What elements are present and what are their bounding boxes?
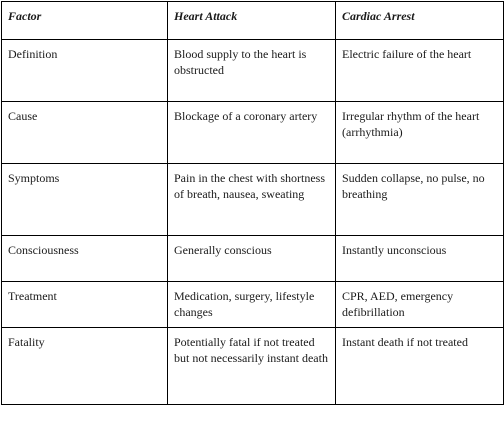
- row-heart-attack-cell: Pain in the chest with shortness of breath, nausea, sweating: [168, 164, 336, 236]
- row-heart-attack-cell: Blood supply to the heart is obstructed: [168, 40, 336, 102]
- row-cardiac-arrest-cell: Sudden collapse, no pulse, no breathing: [336, 164, 504, 236]
- row-cardiac-arrest-cell: Instantly unconscious: [336, 236, 504, 282]
- header-factor: Factor: [2, 2, 168, 40]
- table-row: [2, 328, 504, 405]
- row-heart-attack-cell: Medication, surgery, lifestyle changes: [168, 282, 336, 328]
- table-row: [2, 164, 504, 236]
- row-factor-cell: Cause: [2, 102, 168, 164]
- row-factor-cell: Symptoms: [2, 164, 168, 236]
- row-heart-attack-cell: Potentially fatal if not treated but not necessarily instant death: [168, 328, 336, 405]
- row-cardiac-arrest-cell: CPR, AED, emergency defibrillation: [336, 282, 504, 328]
- table-row: [2, 236, 504, 282]
- row-factor-cell: Consciousness: [2, 236, 168, 282]
- row-cardiac-arrest-cell: Irregular rhythm of the heart (arrhythmia): [336, 102, 504, 164]
- comparison-table: [1, 1, 504, 405]
- row-factor-cell: Definition: [2, 40, 168, 102]
- table-row: [2, 102, 504, 164]
- row-cardiac-arrest-cell: Electric failure of the heart: [336, 40, 504, 102]
- header-heart-attack: Heart Attack: [168, 2, 336, 40]
- row-cardiac-arrest-cell: Instant death if not treated: [336, 328, 504, 405]
- header-row: [2, 2, 504, 40]
- table-row: [2, 282, 504, 328]
- header-cardiac-arrest: Cardiac Arrest: [336, 2, 504, 40]
- table-row: [2, 40, 504, 102]
- row-heart-attack-cell: Generally conscious: [168, 236, 336, 282]
- row-factor-cell: Treatment: [2, 282, 168, 328]
- row-factor-cell: Fatality: [2, 328, 168, 405]
- row-heart-attack-cell: Blockage of a coronary artery: [168, 102, 336, 164]
